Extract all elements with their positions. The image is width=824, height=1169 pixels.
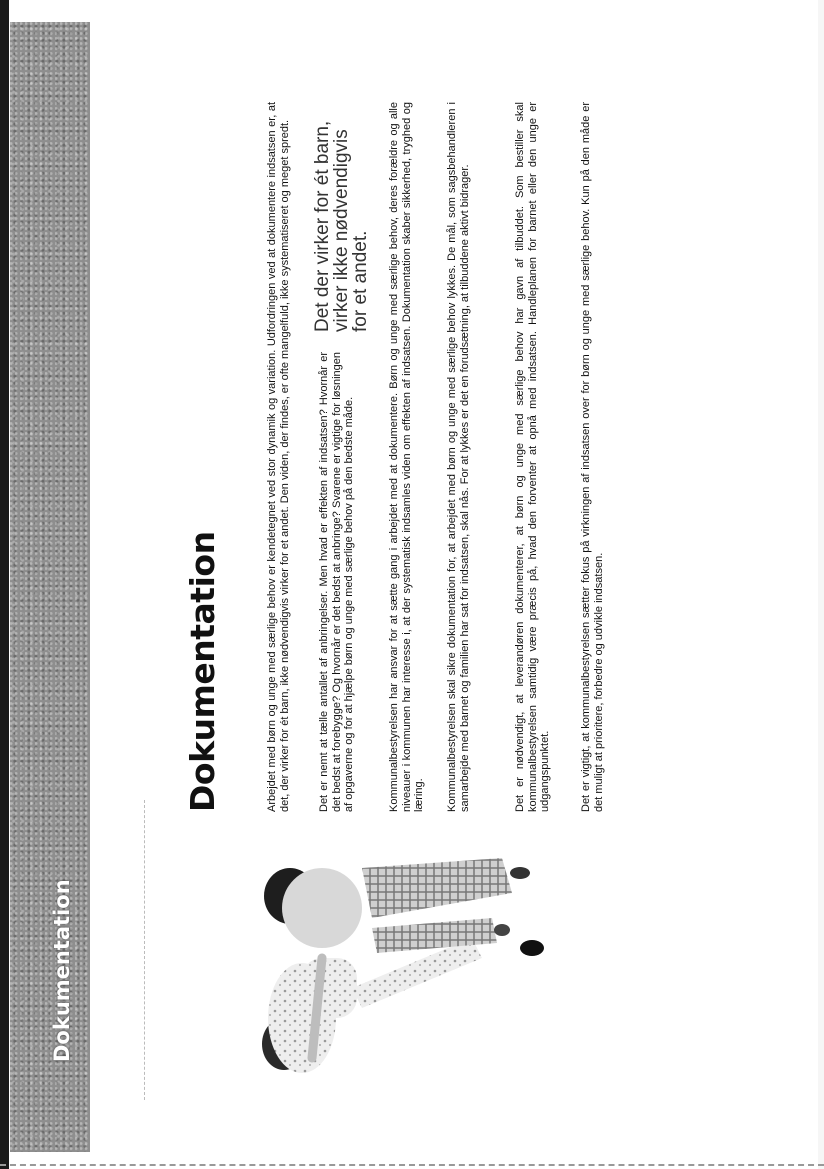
bottom-cut-line [0, 1164, 824, 1166]
margin-guide [144, 800, 146, 1100]
page-title: Dokumentation [183, 531, 222, 812]
paragraph-3: Kommunalbestyrelsen har ansvar for at sætte gang i arbejdet med at dokumentere. Børn og unge med særlige behov, deres forældre og alle niveauer i kommunen har interesse i, at der systematisk indsamles viden om effekten af indsatsen. Dokumentation skaber sikkerhed, tryghed og læring. [388, 102, 426, 812]
paragraph-1: Arbejdet med børn og unge med særlige behov er kendetegnet ved stor dynamik og variation. Udfordringen ved at dokumentere indsatsen er, at det, der virker for ét barn, ikke nødvendigvis virker for et andet. Den viden, der findes, er ofte mangelfuld, ikke systematiseret og meget spredt. [266, 102, 291, 812]
paragraph-2: Det er nemt at tælle antallet af anbringelser. Men hvad er effekten af indsatsen? Hvornår er det bedst at forebygge? Og hvornår er det bedst at anbringe? Svarene er vigtige for løsningen af opgaverne og for at hjælpe børn og unge med særlige behov på den bedste måde. [318, 352, 356, 812]
children-playing-photo [262, 848, 570, 1118]
rotated-page-content [185, 102, 605, 812]
scan-edge [0, 0, 9, 1169]
page-edge [818, 0, 824, 1169]
pull-quote: Det der virker for ét barn, virker ikke nødvendigvis for et andet. [312, 120, 371, 332]
paragraph-4: Kommunalbestyrelsen skal sikre dokumentation for, at arbejdet med børn og unge med særlige behov lykkes. De mål, som sagsbehandleren i samarbejde med barnet og familien har sat for indsatsen, skal nås. For at lykkes er det en forudsætning, at tilbuddene aktivt bidrager. [446, 102, 471, 812]
paragraph-5: Det er nødvendigt, at leverandøren dokumenterer, at børn og unge med særlige behov har gavn af tilbuddet. Som bestiller skal kommunalbestyrelsen samtidig være præcis på, hvad den forventer at opnå med indsatsen. Handleplanen for barnet eller den unge er udgangspunktet. [514, 102, 552, 812]
section-header-label: Dokumentation [50, 879, 74, 1062]
paragraph-6: Det er vigtigt, at kommunalbestyrelsen sætter fokus på virkningen af indsatsen over for børn og unge med særlige behov. Kun på den måde er det muligt at prioritere, forbedre og udvikle indsatsen. [580, 102, 605, 812]
